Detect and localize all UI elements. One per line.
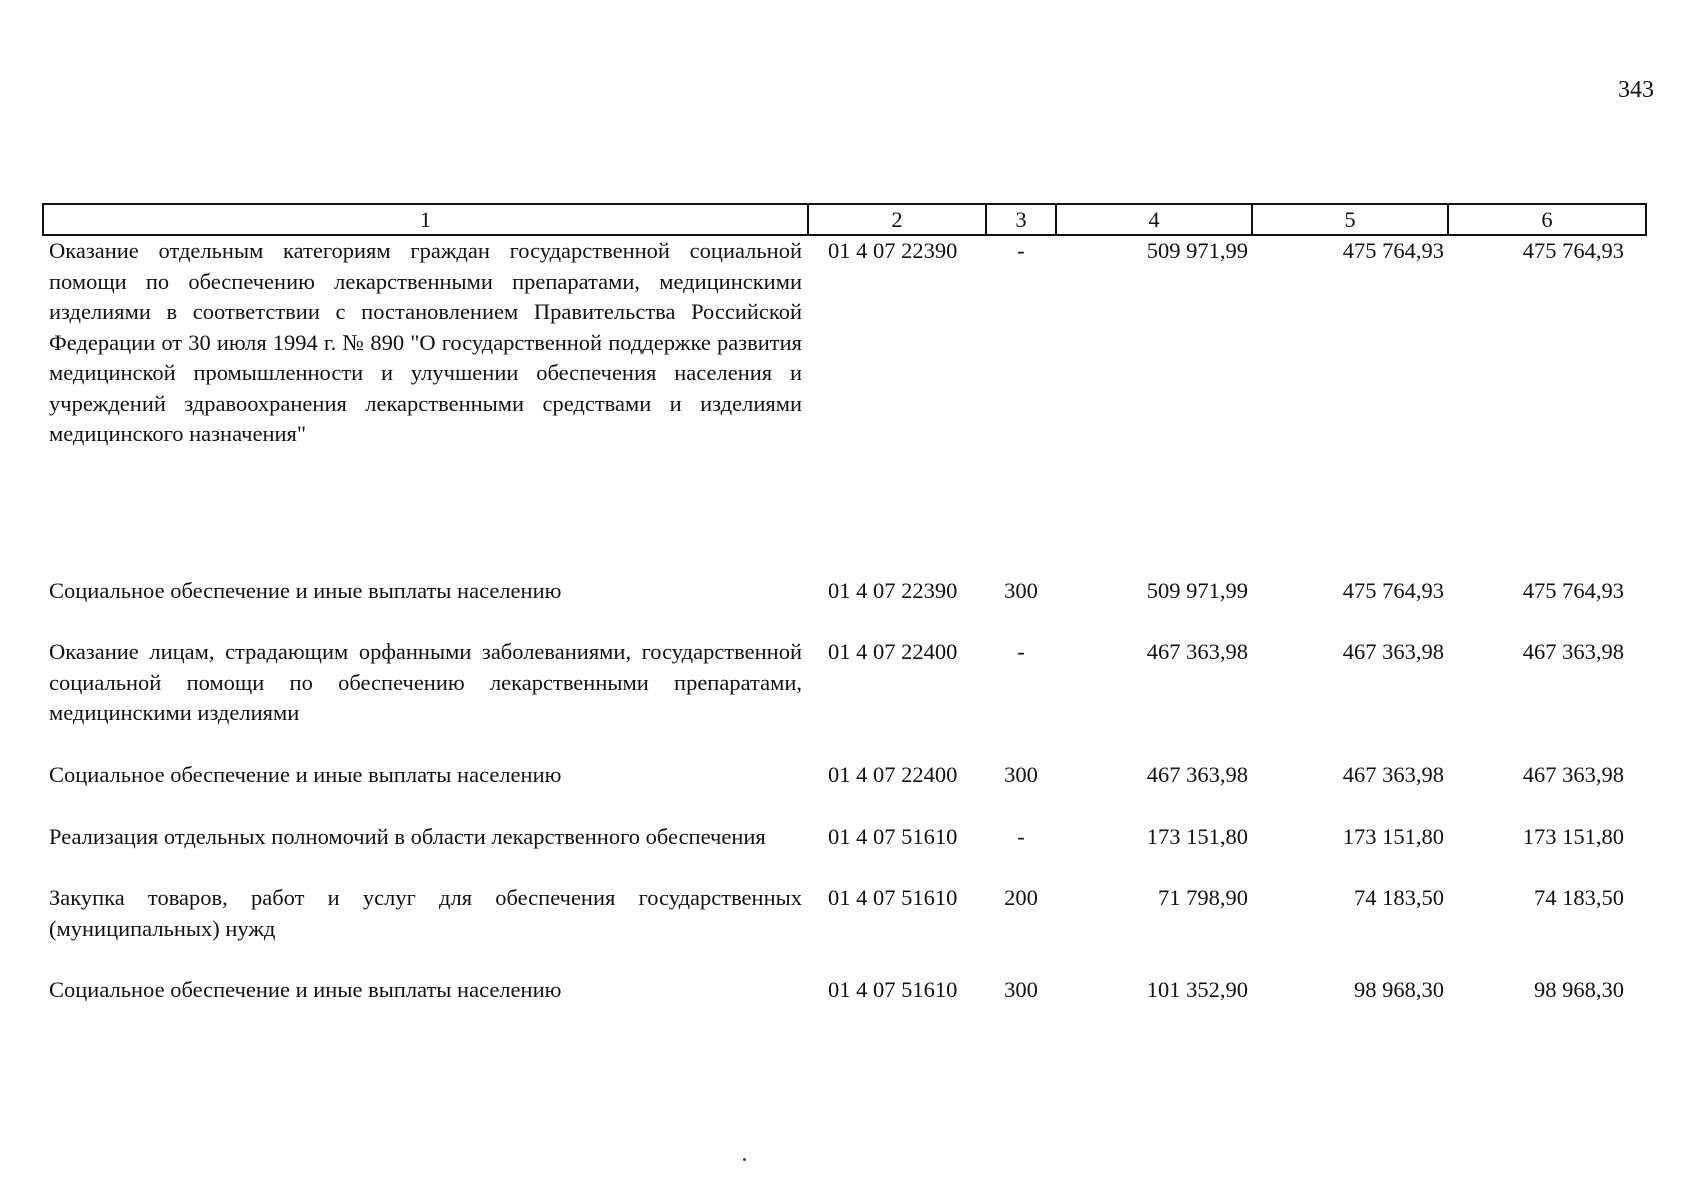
row-code: 01 4 07 22390 xyxy=(828,238,958,263)
row-expense-type: 300 xyxy=(1004,977,1038,1002)
row-value-5: 98 968,30 xyxy=(1354,977,1444,1002)
row-value-5: 467 363,98 xyxy=(1342,639,1444,664)
row-value-5: 74 183,50 xyxy=(1354,885,1444,910)
table-row xyxy=(43,760,1646,822)
row-code: 01 4 07 22390 xyxy=(828,578,958,603)
row-value-6: 475 764,93 xyxy=(1522,578,1624,603)
row-value-6: 173 151,80 xyxy=(1522,824,1624,849)
row-code: 01 4 07 22400 xyxy=(828,639,958,664)
row-value-5: 475 764,93 xyxy=(1342,578,1444,603)
scan-dot xyxy=(743,1158,746,1161)
row-value-4: 71 798,90 xyxy=(1158,885,1248,910)
row-expense-type: - xyxy=(1017,639,1025,664)
row-code: 01 4 07 22400 xyxy=(828,762,958,787)
row-name: Закупка товаров, работ и услуг для обеспечения государственных (муниципальных) нужд xyxy=(49,885,802,941)
row-code: 01 4 07 51610 xyxy=(828,824,958,849)
table-row xyxy=(43,235,1646,576)
row-value-4: 467 363,98 xyxy=(1146,639,1248,664)
row-value-6: 74 183,50 xyxy=(1534,885,1624,910)
row-name: Социальное обеспечение и иные выплаты населению xyxy=(49,977,562,1002)
row-value-4: 173 151,80 xyxy=(1146,824,1248,849)
row-code: 01 4 07 51610 xyxy=(828,977,958,1002)
row-code: 01 4 07 51610 xyxy=(828,885,958,910)
row-name: Реализация отдельных полномочий в области лекарственного обеспечения xyxy=(49,824,766,849)
column-header-2: 2 xyxy=(808,204,986,235)
row-expense-type: - xyxy=(1017,238,1025,263)
row-value-6: 98 968,30 xyxy=(1534,977,1624,1002)
row-value-4: 467 363,98 xyxy=(1146,762,1248,787)
row-value-5: 475 764,93 xyxy=(1342,238,1444,263)
row-name: Оказание отдельным категориям граждан государственной социальной помощи по обеспечению лекарственными препаратами, медицинскими изделиями в соответствии с постановлением Правительства Российской Федерации от 30 июля 1994 г. № 890 "О государственной поддержке развития медицинской промышленности и улучшении обеспечения населения и учреждений здравоохранения лекарственными средствами и изделиями медицинского назначения" xyxy=(49,238,802,446)
table-row xyxy=(43,883,1646,975)
column-header-5: 5 xyxy=(1252,204,1448,235)
row-value-6: 467 363,98 xyxy=(1522,762,1624,787)
row-value-6: 475 764,93 xyxy=(1522,238,1624,263)
row-expense-type: - xyxy=(1017,824,1025,849)
column-header-1: 1 xyxy=(43,204,808,235)
row-expense-type: 300 xyxy=(1004,578,1038,603)
row-expense-type: 300 xyxy=(1004,762,1038,787)
table-row xyxy=(43,637,1646,760)
column-header-6: 6 xyxy=(1448,204,1646,235)
budget-table xyxy=(42,203,1647,1006)
table-row xyxy=(43,576,1646,637)
row-value-4: 509 971,99 xyxy=(1146,238,1248,263)
page-number: 343 xyxy=(1618,77,1654,103)
row-value-6: 467 363,98 xyxy=(1522,639,1624,664)
table-header-row xyxy=(43,204,1646,235)
row-value-4: 509 971,99 xyxy=(1146,578,1248,603)
row-expense-type: 200 xyxy=(1004,885,1038,910)
row-value-5: 467 363,98 xyxy=(1342,762,1444,787)
row-value-5: 173 151,80 xyxy=(1342,824,1444,849)
column-header-4: 4 xyxy=(1056,204,1252,235)
row-name: Социальное обеспечение и иные выплаты населению xyxy=(49,762,562,787)
column-header-3: 3 xyxy=(986,204,1056,235)
row-value-4: 101 352,90 xyxy=(1146,977,1248,1002)
row-name: Оказание лицам, страдающим орфанными заболеваниями, государственной социальной помощи по обеспечению лекарственными препаратами, медицинскими изделиями xyxy=(49,639,802,725)
row-name: Социальное обеспечение и иные выплаты населению xyxy=(49,578,562,603)
table-row xyxy=(43,822,1646,883)
table-row xyxy=(43,975,1646,1006)
